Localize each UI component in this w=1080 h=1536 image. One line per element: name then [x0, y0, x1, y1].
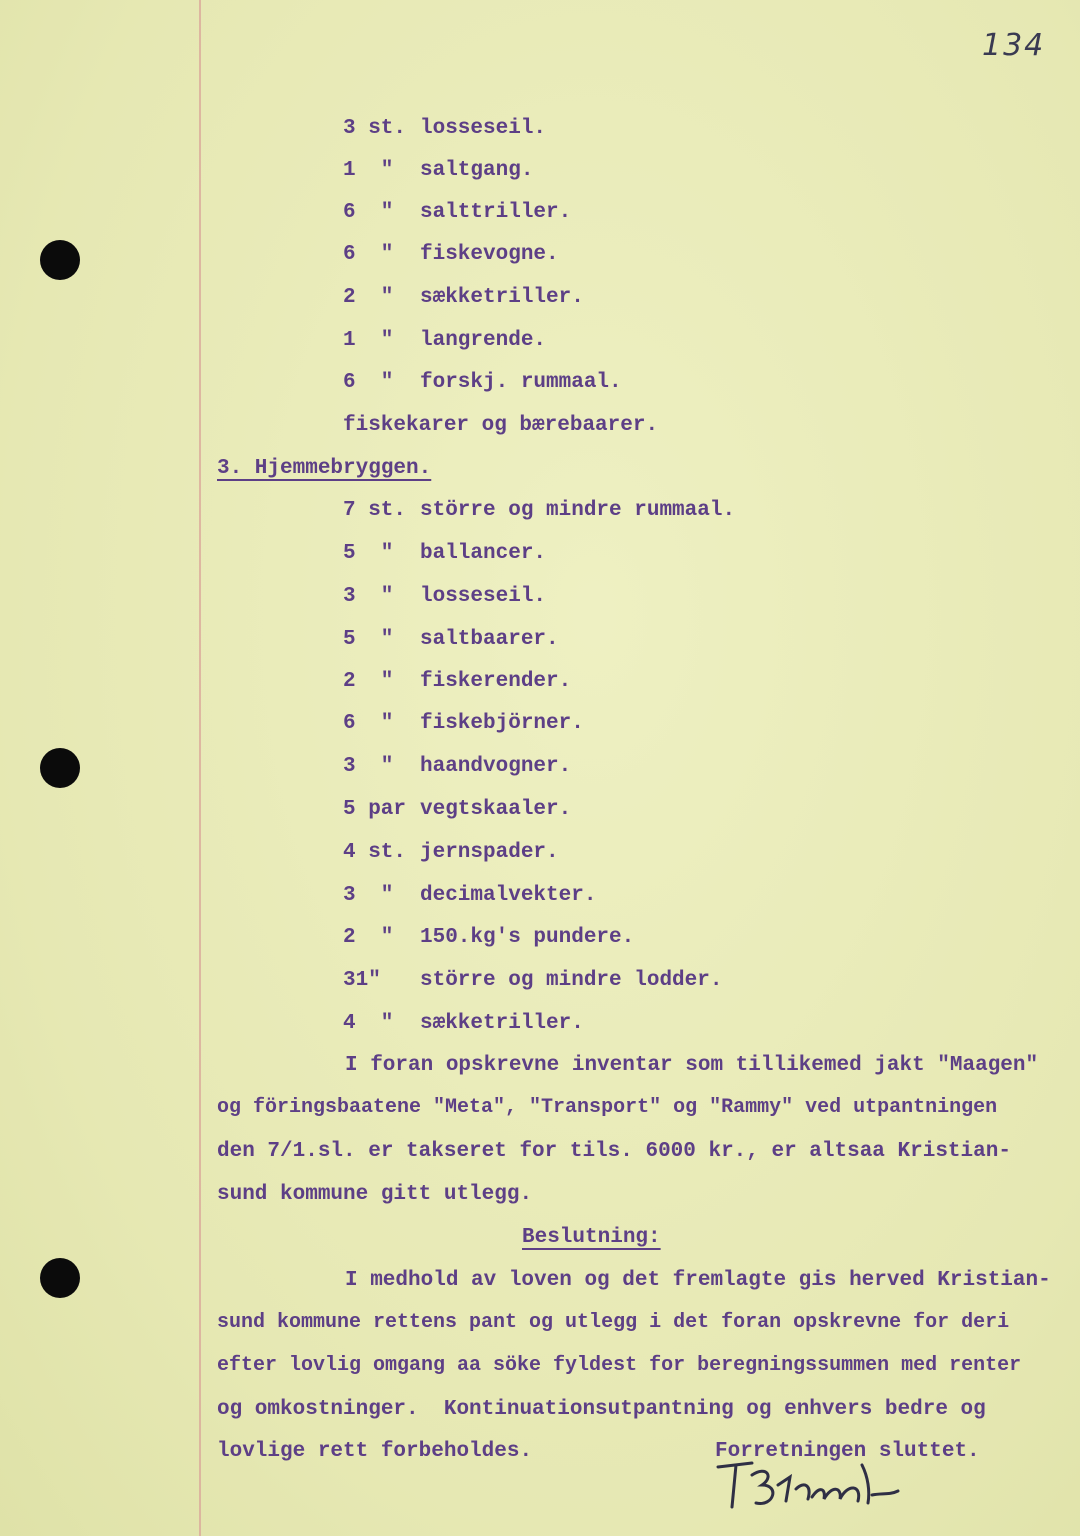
list-item-qty: 4 st. — [343, 841, 407, 864]
section-heading: 3. Hjemmebryggen. — [217, 457, 432, 480]
list-item: saltbaarer. — [420, 628, 559, 651]
punch-hole — [40, 240, 80, 280]
punch-hole — [40, 1258, 80, 1298]
list-item: losseseil. — [420, 117, 547, 140]
page-number: 134 — [982, 28, 1046, 63]
list-item-qty: 31" — [343, 969, 381, 992]
list-item-qty: 2 " — [343, 670, 394, 693]
list-item-qty: 3 " — [343, 755, 394, 778]
paragraph-line: efter lovlig omgang aa söke fyldest for beregningssummen med renter — [217, 1354, 1022, 1377]
list-item-qty: 7 st. — [343, 499, 407, 522]
list-item-qty: 4 " — [343, 1012, 394, 1035]
paragraph-line: og omkostninger. Kontinuationsutpantning og enhvers bedre og — [217, 1398, 986, 1421]
list-item: fiskebjörner. — [420, 712, 584, 735]
list-item: decimalvekter. — [420, 884, 597, 907]
closing-line: Forretningen sluttet. — [715, 1440, 980, 1463]
list-item: forskj. rummaal. — [420, 371, 622, 394]
list-item: fiskevogne. — [420, 243, 559, 266]
list-item: sækketriller. — [420, 1012, 584, 1035]
list-item-qty: 5 " — [343, 542, 394, 565]
list-item-qty: 5 " — [343, 628, 394, 651]
list-item: jernspader. — [420, 841, 559, 864]
list-item-qty: 2 " — [343, 286, 394, 309]
list-item-qty: 3 " — [343, 585, 394, 608]
list-item-qty: 3 st. — [343, 117, 407, 140]
handwritten-signature — [712, 1455, 912, 1515]
list-item: sækketriller. — [420, 286, 584, 309]
list-item: 150.kg's pundere. — [420, 926, 635, 949]
paragraph-line: I foran opskrevne inventar som tillikemed jakt "Maagen" — [345, 1054, 1039, 1077]
list-item-qty: 5 par — [343, 798, 407, 821]
list-item: större og mindre lodder. — [420, 969, 723, 992]
list-tail: fiskekarer og bærebaarer. — [343, 414, 659, 437]
list-item-qty: 1 " — [343, 329, 394, 352]
list-item-qty: 1 " — [343, 159, 394, 182]
list-item: langrende. — [420, 329, 547, 352]
list-item-qty: 2 " — [343, 926, 394, 949]
list-item: salttriller. — [420, 201, 572, 224]
paragraph-line: I medhold av loven og det fremlagte gis herved Kristian- — [345, 1269, 1051, 1292]
list-item: större og mindre rummaal. — [420, 499, 736, 522]
paragraph-line: sund kommune rettens pant og utlegg i det foran opskrevne for deri — [217, 1311, 1010, 1334]
list-item: haandvogner. — [420, 755, 572, 778]
paragraph-line: og föringsbaatene "Meta", "Transport" og "Rammy" ved utpantningen — [217, 1096, 998, 1119]
list-item: vegtskaaler. — [420, 798, 572, 821]
list-item-qty: 3 " — [343, 884, 394, 907]
punch-hole — [40, 748, 80, 788]
list-item: fiskerender. — [420, 670, 572, 693]
paragraph-line: sund kommune gitt utlegg. — [217, 1183, 533, 1206]
list-item-qty: 6 " — [343, 371, 394, 394]
list-item: saltgang. — [420, 159, 534, 182]
list-item-qty: 6 " — [343, 201, 394, 224]
margin-rule — [199, 0, 201, 1536]
list-item: losseseil. — [420, 585, 547, 608]
decision-heading: Beslutning: — [522, 1226, 661, 1249]
list-item-qty: 6 " — [343, 243, 394, 266]
paragraph-line: lovlige rett forbeholdes. — [217, 1440, 533, 1463]
list-item-qty: 6 " — [343, 712, 394, 735]
paragraph-line: den 7/1.sl. er takseret for tils. 6000 kr., er altsaa Kristian- — [217, 1140, 1011, 1163]
list-item: ballancer. — [420, 542, 547, 565]
